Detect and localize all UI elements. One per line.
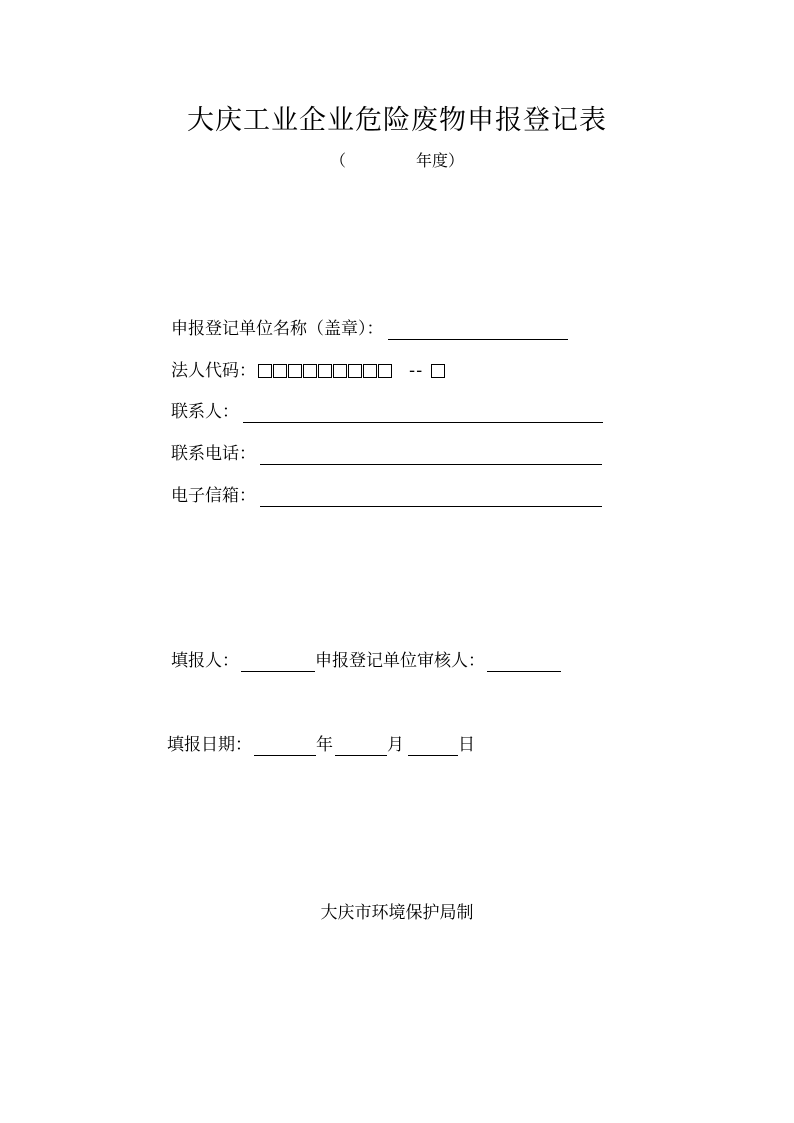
date-year-label: 年 [316,735,333,755]
date-year-field[interactable] [254,735,316,756]
contact-person-row [171,397,603,423]
legal-code-box[interactable] [258,364,272,378]
legal-code-check-box[interactable] [431,364,445,378]
contact-phone-field[interactable] [260,444,602,465]
date-month-label: 月 [387,735,404,755]
legal-code-separator: -- [409,361,424,381]
contact-person-field[interactable] [243,402,603,423]
legal-code-box[interactable] [288,364,302,378]
date-label: 填报日期： [167,735,252,755]
filler-field[interactable] [241,651,315,672]
unit-name-label: 申报登记单位名称（盖章）： [171,319,384,339]
legal-code-row [171,356,446,382]
legal-code-box[interactable] [273,364,287,378]
email-label: 电子信箱： [171,486,256,506]
email-field[interactable] [260,486,602,507]
filler-label: 填报人： [171,651,239,671]
legal-code-box[interactable] [333,364,347,378]
contact-phone-row [171,439,602,465]
contact-person-label: 联系人： [171,402,239,422]
date-month-field[interactable] [335,735,387,756]
form-title: 大庆工业企业危险废物申报登记表 [187,105,607,136]
reviewer-label: 申报登记单位审核人： [315,651,485,671]
date-day-field[interactable] [408,735,458,756]
legal-code-box[interactable] [303,364,317,378]
legal-code-box[interactable] [348,364,362,378]
year-blank-field[interactable] [340,148,420,168]
signature-row [171,646,561,672]
unit-name-row [171,314,568,340]
legal-code-box[interactable] [378,364,392,378]
legal-code-check-box-group [431,364,446,378]
year-label: 年度） [416,151,465,170]
legal-code-label: 法人代码： [171,361,256,381]
legal-code-box[interactable] [363,364,377,378]
date-row [167,730,475,756]
unit-name-field[interactable] [388,319,568,340]
issuer-text: 大庆市环境保护局制 [320,903,474,923]
date-day-label: 日 [458,735,475,755]
email-row [171,481,602,507]
reviewer-field[interactable] [487,651,561,672]
legal-code-box[interactable] [318,364,332,378]
year-open-paren: （ [330,151,347,170]
legal-code-boxes [258,364,393,378]
contact-phone-label: 联系电话： [171,444,256,464]
